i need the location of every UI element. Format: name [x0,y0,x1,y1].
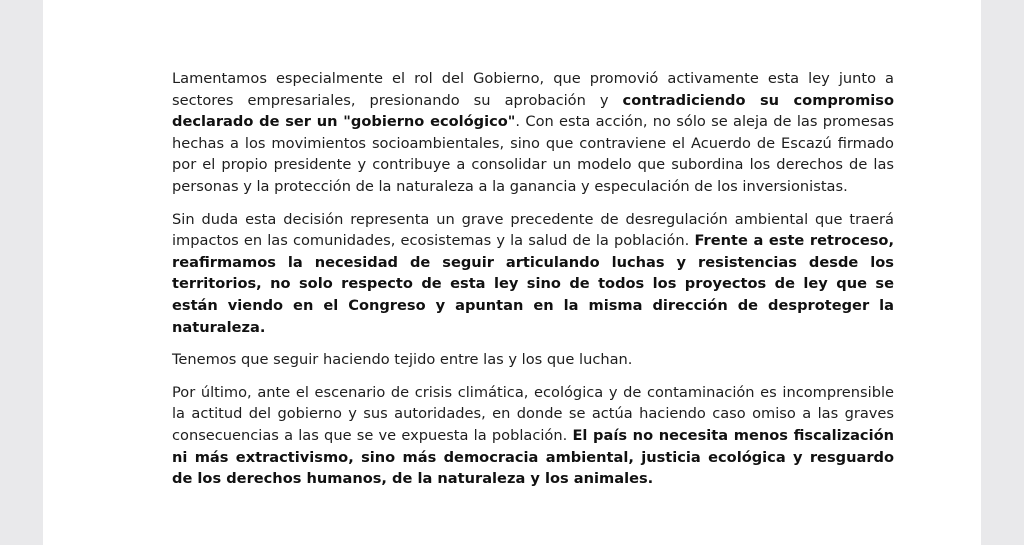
paragraph-text: Lamentamos especialmente el rol del Gobierno, que promovió activamente esta ley junto a sectores empresariales, presionando su aprobación y [172,70,894,109]
document-page [43,0,981,545]
bold-text: contradiciendo su compromiso declarado de ser un "gobierno ecológico" [172,91,894,131]
bold-text: Frente a este retroceso, reafirmamos la necesidad de seguir articulando luchas y resistencias desde los territorios, no solo respecto de esta ley sino de todos los proyectos de ley que se están viendo en el Congreso y apuntan en la misma dirección de desproteger la naturaleza. [172,232,894,336]
paragraph-precedente [172,209,894,339]
paragraph-text: . Con esta acción, no sólo se aleja de las promesas hechas a los movimientos socioambientales, sino que contraviene el Acuerdo de Escazú firmado por el propio presidente y contribuye a consolidar un modelo que subordina los derechos de las personas y la protección de la naturaleza a la ganancia y especulación de los inversionistas. [172,113,894,195]
paragraph-text: Sin duda esta decisión representa un grave precedente de desregulación ambiental que traerá impactos en las comunidades, ecosistemas y la salud de la población. [172,210,894,250]
document-body [172,68,894,501]
bold-text: El país no necesita menos fiscalización ni más extractivismo, sino más democracia ambiental, justicia ecológica y resguardo de los derechos humanos, de la naturaleza y los animales. [172,426,895,488]
paragraph-gobierno [172,68,894,198]
paragraph-conclusion [172,382,894,490]
paragraph-tejido [172,349,894,371]
paragraph-text: Tenemos que seguir haciendo tejido entre las y los que luchan. [172,351,633,369]
paragraph-text: Por último, ante el escenario de crisis climática, ecológica y de contaminación es incomprensible la actitud del gobierno y sus autoridades, en donde se actúa haciendo caso omiso a las graves consecuencias a las que se ve expuesta la población. [172,383,894,444]
